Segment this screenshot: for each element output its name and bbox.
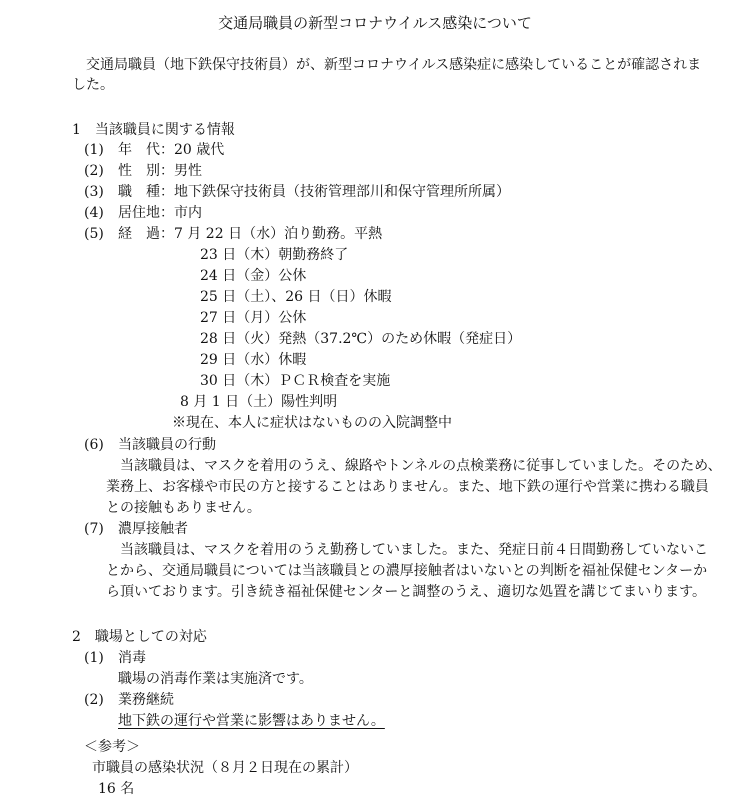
intro-line-1: 交通局職員（地下鉄保守技術員）が、新型コロナウイルス感染症に感染していることが確認されま	[86, 57, 702, 73]
section1-heading: 1 当該職員に関する情報	[72, 122, 235, 138]
section2-heading: 2 職場としての対応	[72, 629, 207, 645]
positive-result-line: 8 月 1 日（土）陽性判明	[180, 394, 338, 410]
progress-line: 27 日（月）公休	[200, 310, 307, 326]
reference-heading: ＜参考＞	[84, 739, 140, 755]
status-note: ※現在、本人に症状はないものの入院調整中	[172, 415, 452, 431]
item3-number: (3)	[84, 184, 104, 200]
item1-number: (1)	[84, 142, 104, 158]
progress-line: 24 日（金）公休	[200, 268, 307, 284]
s2-item1-title: 消毒	[118, 650, 146, 666]
item1-text: 年 代：20 歳代	[118, 142, 225, 158]
progress-line: 29 日（水）休暇	[200, 352, 307, 368]
progress-line: 30 日（木）ＰＣＲ検査を実施	[200, 373, 391, 389]
reference-value: 16 名	[98, 781, 135, 797]
progress-line: 28 日（火）発熱（37.2℃）のため休暇（発症日）	[200, 331, 522, 347]
item7-line: 当該職員は、マスクを着用のうえ勤務していました。また、発症日前４日間勤務していないこ	[120, 542, 708, 558]
progress-line: 23 日（木）朝勤務終了	[200, 247, 349, 263]
s2-item2-text: 地下鉄の運行や営業に影響はありません。	[118, 713, 385, 729]
item5-number: (5)	[84, 226, 104, 242]
item6-line: との接触もありません。	[106, 500, 261, 516]
s2-item1-number: (1)	[84, 650, 104, 666]
item6-line: 業務上、お客様や市民の方と接することはありません。また、地下鉄の運行や営業に携わる職員	[106, 479, 709, 495]
s2-item2-number: (2)	[84, 692, 104, 708]
item4-number: (4)	[84, 205, 104, 221]
item7-number: (7)	[84, 521, 104, 537]
item4-text: 居住地：市内	[118, 205, 202, 221]
item2-number: (2)	[84, 163, 104, 179]
item2-text: 性 別：男性	[118, 163, 202, 179]
intro-line-2: した。	[72, 77, 114, 93]
item7-line: ら頂いております。引き続き福祉保健センターと調整のうえ、適切な処置を講じてまいります。	[106, 584, 707, 600]
s2-item1-text: 職場の消毒作業は実施済です。	[118, 671, 313, 687]
document-title: 交通局職員の新型コロナウイルス感染について	[218, 14, 532, 32]
item3-text: 職 種：地下鉄保守技術員（技術管理部川和保守管理所所属）	[118, 184, 510, 200]
item7-title: 濃厚接触者	[118, 521, 188, 537]
s2-item2-title: 業務継続	[118, 692, 174, 708]
progress-line: 25 日（土）、26 日（日）休暇	[200, 289, 392, 305]
item6-line: 当該職員は、マスクを着用のうえ、線路やトンネルの点検業務に従事していました。そのため、	[120, 458, 722, 474]
item7-line: とから、交通局職員については当該職員との濃厚接触者はいないとの判断を福祉保健センターか	[106, 563, 708, 579]
item6-title: 当該職員の行動	[118, 437, 216, 453]
item6-number: (6)	[84, 437, 104, 453]
reference-label: 市職員の感染状況（８月２日現在の累計）	[92, 760, 358, 776]
item5-text: 経 過：7 月 22 日（水）泊り勤務。平熱	[118, 226, 383, 242]
